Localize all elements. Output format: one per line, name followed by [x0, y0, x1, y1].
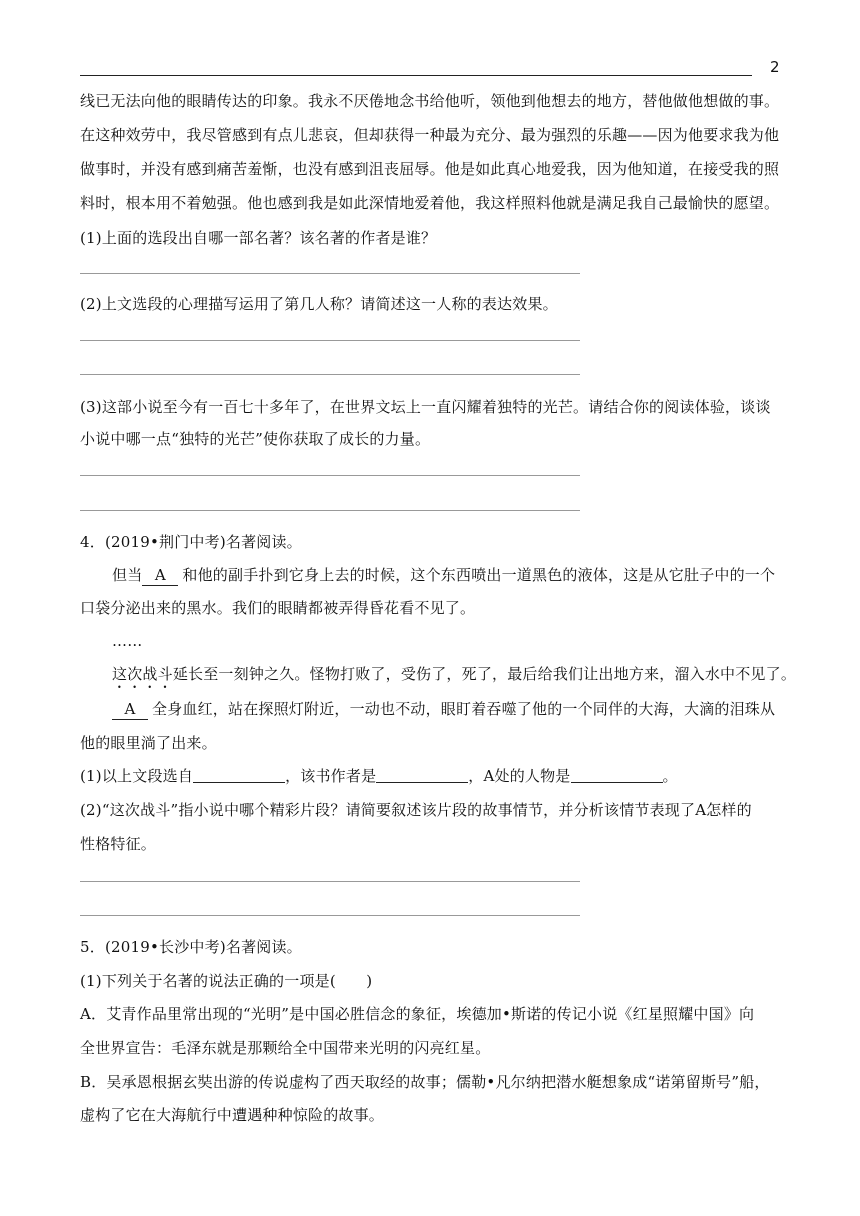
q4-heading: 4．(2019•荆门中考)名著阅读。	[80, 533, 302, 551]
passage-line: 做事时，并没有感到痛苦羞惭，也没有感到沮丧屈辱。他是如此真心地爱我，因为他知道，在接受我的照	[80, 160, 780, 178]
header-rule	[80, 75, 752, 76]
fill-blank-book[interactable]	[193, 766, 285, 783]
q5-option-b-line2: 虚构了它在大海航行中遭遇种种惊险的故事。	[80, 1106, 385, 1124]
page-number: 2	[770, 58, 780, 76]
answer-line[interactable]	[80, 475, 580, 476]
answer-line[interactable]	[80, 374, 580, 375]
answer-line[interactable]	[80, 881, 580, 882]
q3-sub1: (1)上面的选段出自哪一部名著？该名著的作者是谁？	[80, 229, 437, 247]
q3-sub3-line1: (3)这部小说至今有一百七十多年了，在世界文坛上一直闪耀着独特的光芒。请结合你的阅读体验，谈谈	[80, 398, 771, 416]
q4-para3-line2: 他的眼里淌了出来。	[80, 734, 217, 752]
passage-line: 料时，根本用不着勉强。他也感到我是如此深情地爱着他，我这样照料他就是满足我自己最愉快的愿望。	[80, 194, 780, 212]
fill-blank-character[interactable]	[571, 766, 663, 783]
fill-blank-author[interactable]	[376, 766, 468, 783]
q4-para1-line1	[112, 565, 775, 586]
answer-line[interactable]	[80, 915, 580, 916]
blank-a: A	[142, 565, 178, 586]
emphasized-phrase: 这次战斗	[112, 665, 173, 683]
q4-sub2-line2: 性格特征。	[80, 835, 157, 853]
q4-para1-post: 和他的副手扑到它身上去的时候，这个东西喷出一道黑色的液体，这是从它肚子中的一个	[182, 566, 776, 584]
q5-option-a-line1: A．艾青作品里常出现的“光明”是中国必胜信念的象征，埃德加•斯诺的传记小说《红星照耀中国》向	[80, 1005, 755, 1023]
answer-line[interactable]	[80, 273, 580, 274]
q5-option-b-line1: B．吴承恩根据玄奘出游的传说虚构了西天取经的故事；儒勒•凡尔纳把潜水艇想象成“诺第留斯号”船，	[80, 1073, 770, 1091]
q4-para3-line1	[112, 699, 775, 720]
q5-option-a-line2: 全世界宣告：毛泽东就是那颗给全中国带来光明的闪亮红星。	[80, 1039, 491, 1057]
q4-sub1-text: ，该书作者是	[285, 767, 377, 785]
q5-heading: 5．(2019•长沙中考)名著阅读。	[80, 938, 302, 956]
q4-sub1-text: ，A处的人物是	[468, 767, 571, 785]
ellipsis: ……	[112, 632, 143, 650]
passage-line: 在这种效劳中，我尽管感到有点儿悲哀，但却获得一种最为充分、最为强烈的乐趣——因为他要求我为他	[80, 126, 780, 144]
blank-a: A	[112, 699, 148, 720]
q4-sub1-text: (1)以上文段选自	[80, 767, 194, 785]
q4-para2	[112, 664, 796, 692]
answer-line[interactable]	[80, 510, 580, 511]
q4-para1-pre: 但当	[112, 566, 143, 584]
q3-sub2: (2)上文选段的心理描写运用了第几人称？请简述这一人称的表达效果。	[80, 295, 558, 313]
q4-para2-rest: 延长至一刻钟之久。怪物打败了，受伤了，死了，最后给我们让出地方来，溜入水中不见了。	[172, 665, 797, 683]
q4-sub1-text: 。	[662, 767, 678, 785]
q4-para3-rest: 全身血红，站在探照灯附近，一动也不动，眼盯着吞噬了他的一个同伴的大海，大滴的泪珠从	[152, 700, 776, 718]
answer-line[interactable]	[80, 340, 580, 341]
q5-sub1: (1)下列关于名著的说法正确的一项是( )	[80, 972, 373, 990]
passage-line: 线已无法向他的眼睛传达的印象。我永不厌倦地念书给他听，领他到他想去的地方，替他做他想做的事。	[80, 92, 780, 110]
q4-sub2-line1: (2)“这次战斗”指小说中哪个精彩片段？请简要叙述该片段的故事情节，并分析该情节表现了A怎样的	[80, 801, 752, 819]
q4-sub1	[80, 766, 678, 786]
q4-para1-line2: 口袋分泌出来的黑水。我们的眼睛都被弄得昏花看不见了。	[80, 599, 476, 617]
q3-sub3-line2: 小说中哪一点“独特的光芒”使你获取了成长的力量。	[80, 430, 431, 448]
